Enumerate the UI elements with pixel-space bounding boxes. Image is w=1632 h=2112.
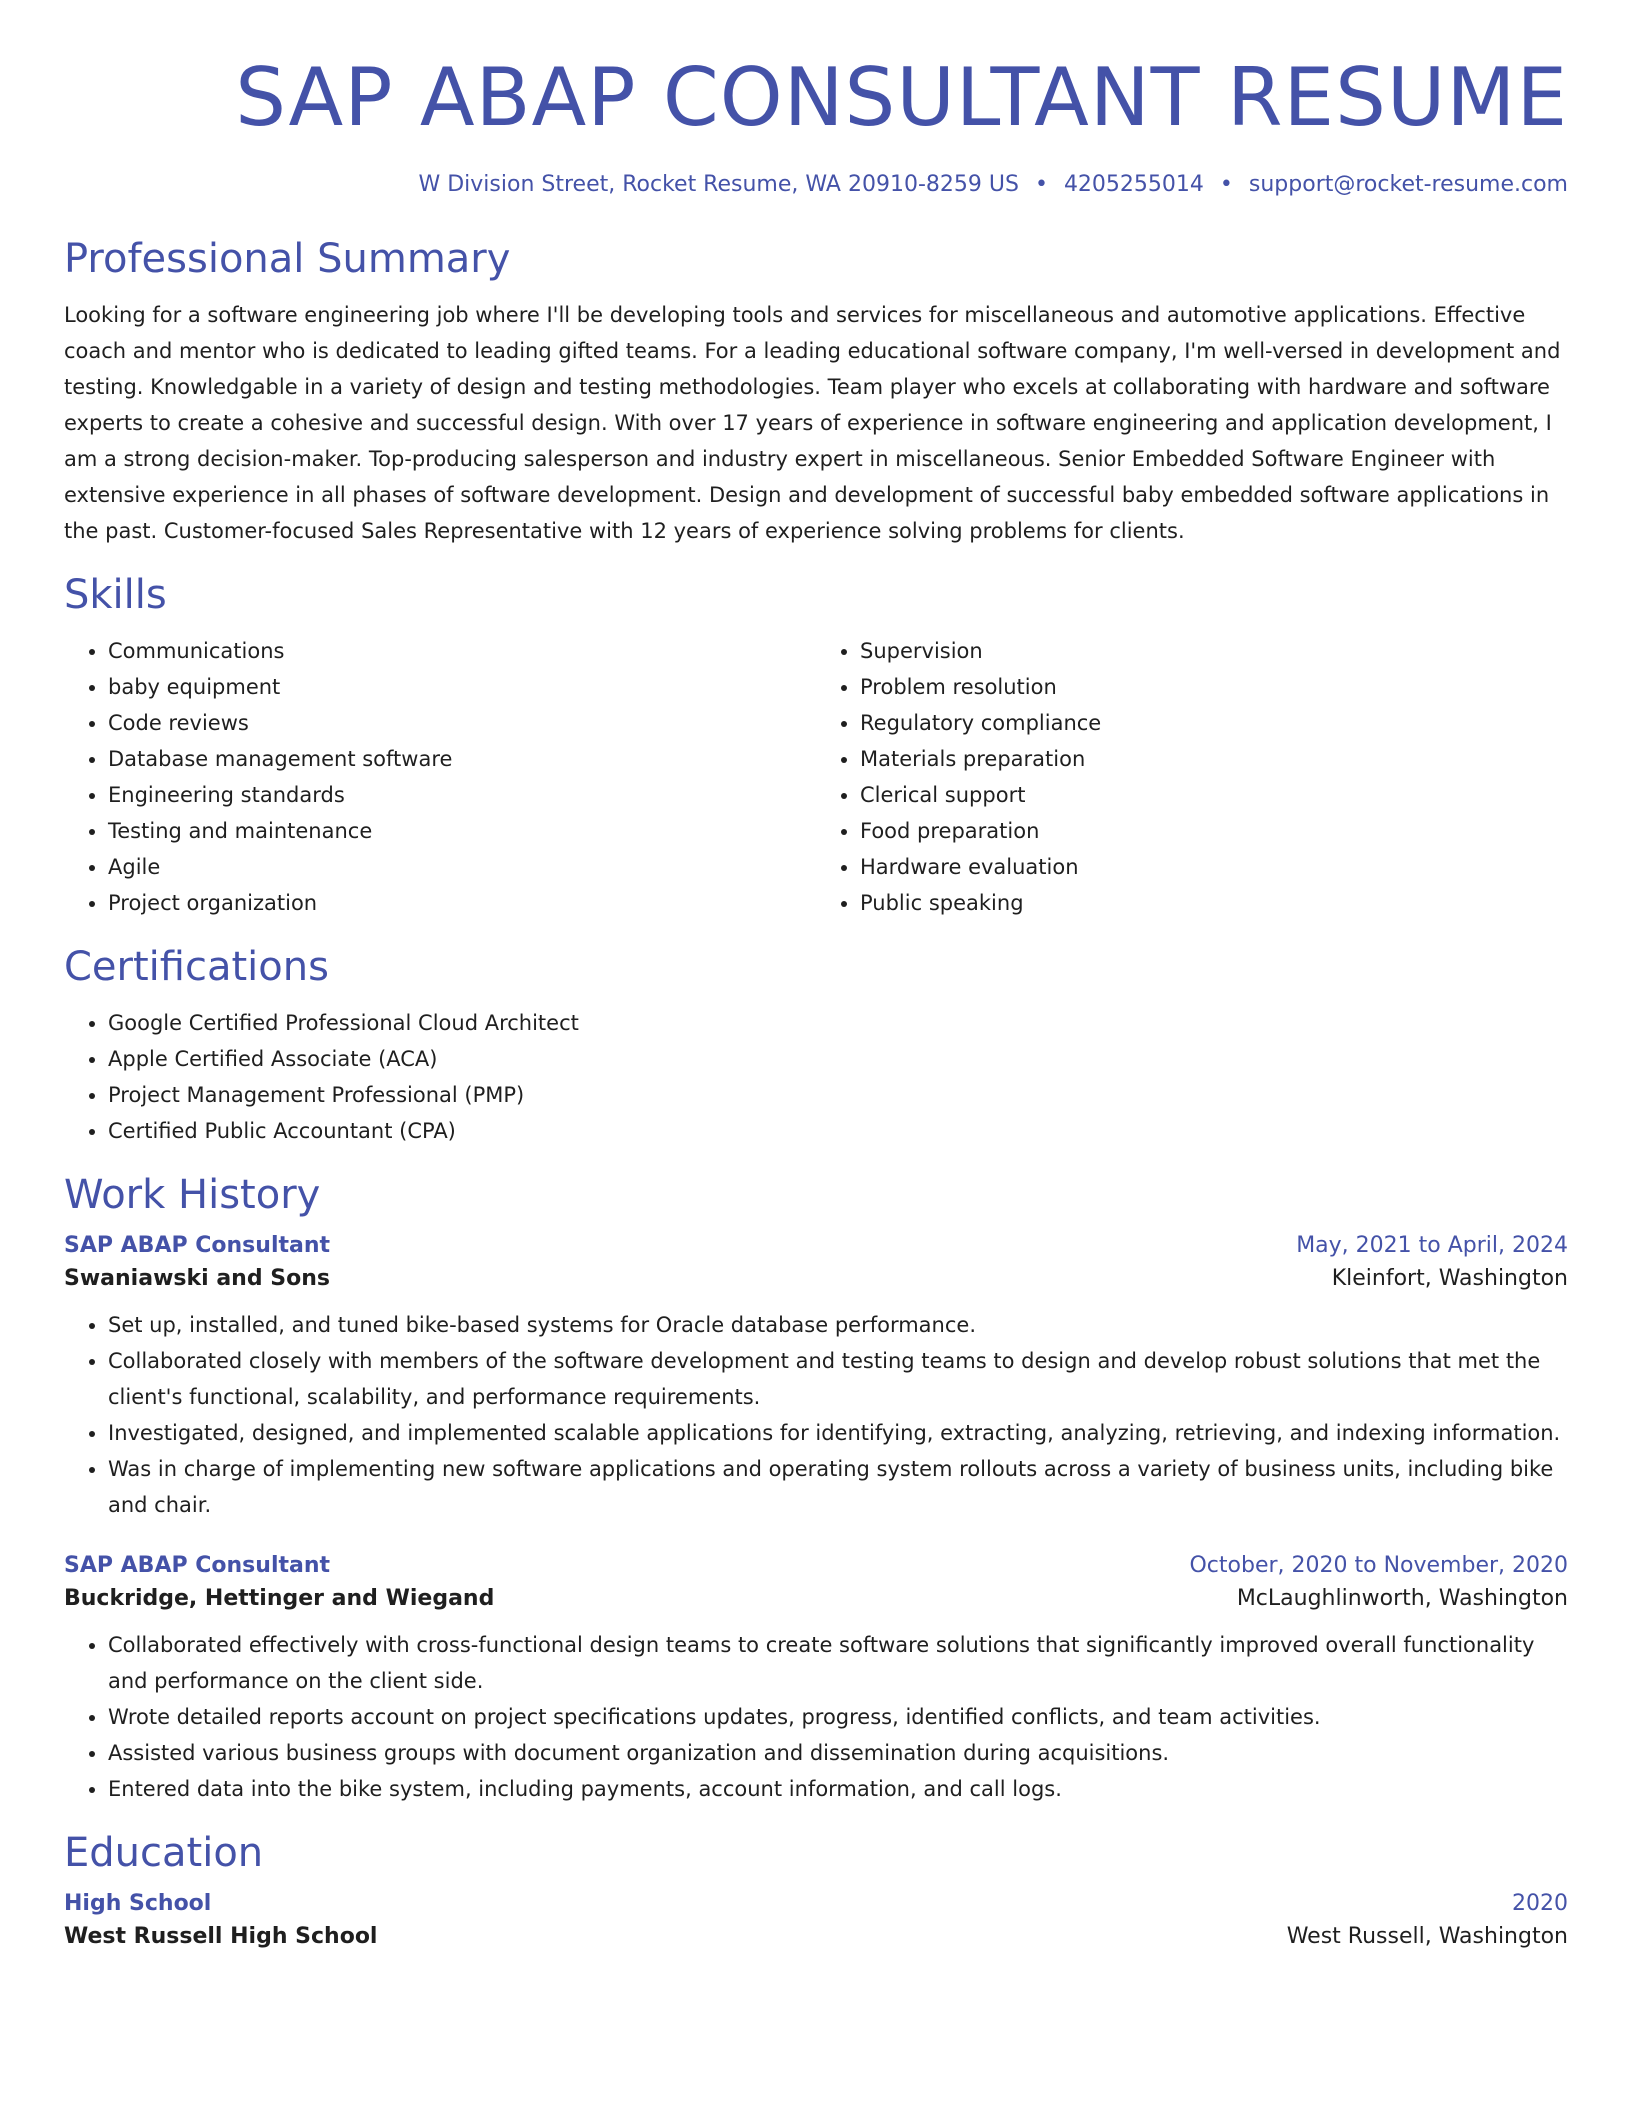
school-name: West Russell High School xyxy=(64,1924,378,1949)
list-item: • Code reviews xyxy=(108,705,816,741)
degree: High School xyxy=(64,1891,212,1916)
section-title-summary: Professional Summary xyxy=(64,236,511,282)
certifications-section xyxy=(64,943,1568,1149)
section-title-work-history: Work History xyxy=(64,1172,321,1218)
list-item: • Set up, installed, and tuned bike-based systems for Oracle database performance. xyxy=(108,1307,1568,1343)
list-item: • Food preparation xyxy=(860,813,1568,849)
education-year: 2020 xyxy=(1512,1891,1568,1916)
summary-text: Looking for a software engineering job where I'll be developing tools and services for miscellaneous and automotive applications. Effective coach and mentor who is dedicated to leading gifted teams. For a leading educational software company, I'm well-versed in development and testing. Knowledgable in a variety of design and testing methodologies. Team player who excels at collaborating with hardware and software experts to create a cohesive and successful design. With over 17 years of experience in software engineering and application development, I am a strong decision-maker. Top-producing salesperson and industry expert in miscellaneous. Senior Embedded Software Engineer with extensive experience in all phases of software development. Design and development of successful baby embedded software applications in the past. Customer-focused Sales Representative with 12 years of experience solving problems for clients. xyxy=(64,303,1561,543)
job-dates: May, 2021 to April, 2024 xyxy=(1296,1233,1568,1258)
job-title: SAP ABAP Consultant xyxy=(64,1553,331,1578)
list-item: • Project Management Professional (PMP) xyxy=(108,1077,1568,1113)
email: support@rocket-resume.com xyxy=(1248,172,1568,197)
job-location: Kleinfort, Washington xyxy=(1331,1266,1568,1291)
job-subheader xyxy=(64,1266,1568,1291)
list-item: • Collaborated closely with members of the software development and testing teams to design and develop robust solutions that met the client's functional, scalability, and performance requirements. xyxy=(108,1343,1568,1415)
resume-title: SAP ABAP CONSULTANT RESUME xyxy=(235,51,1568,144)
list-item: • Regulatory compliance xyxy=(860,705,1568,741)
job-bullets xyxy=(64,1627,1568,1807)
job-entry xyxy=(64,1553,1568,1807)
list-item: • Was in charge of implementing new software applications and operating system rollouts across a variety of business units, including bike and chair. xyxy=(108,1451,1568,1523)
skills-grid xyxy=(64,633,1568,921)
list-item: • Investigated, designed, and implemented scalable applications for identifying, extracting, analyzing, retrieving, and indexing information. xyxy=(108,1415,1568,1451)
list-item: • Database management software xyxy=(108,741,816,777)
phone: 4205255014 xyxy=(1063,172,1204,197)
skills-list-left xyxy=(64,633,816,921)
certifications-list xyxy=(64,1005,1568,1149)
resume-page xyxy=(64,0,1568,1949)
skills-list-right xyxy=(816,633,1568,921)
list-item: • Agile xyxy=(108,849,816,885)
section-title-certifications: Certifications xyxy=(64,944,329,990)
separator: • xyxy=(1219,172,1233,197)
address: W Division Street, Rocket Resume, WA 20910-8259 US xyxy=(418,172,1019,197)
summary-section xyxy=(64,235,1568,549)
school-location: West Russell, Washington xyxy=(1286,1924,1568,1949)
education-header xyxy=(64,1891,1568,1916)
education-section xyxy=(64,1829,1568,1949)
job-location: McLaughlinworth, Washington xyxy=(1236,1586,1568,1611)
work-history-section xyxy=(64,1171,1568,1807)
list-item: • baby equipment xyxy=(108,669,816,705)
list-item: • Communications xyxy=(108,633,816,669)
list-item: • Entered data into the bike system, including payments, account information, and call logs. xyxy=(108,1771,1568,1807)
skills-section xyxy=(64,571,1568,921)
section-title-education: Education xyxy=(64,1830,264,1876)
list-item: • Materials preparation xyxy=(860,741,1568,777)
list-item: • Project organization xyxy=(108,885,816,921)
list-item: • Problem resolution xyxy=(860,669,1568,705)
list-item: • Engineering standards xyxy=(108,777,816,813)
list-item: • Certified Public Accountant (CPA) xyxy=(108,1113,1568,1149)
list-item: • Google Certified Professional Cloud Architect xyxy=(108,1005,1568,1041)
list-item: • Public speaking xyxy=(860,885,1568,921)
job-subheader xyxy=(64,1586,1568,1611)
list-item: • Wrote detailed reports account on project specifications updates, progress, identified conflicts, and team activities. xyxy=(108,1699,1568,1735)
list-item: • Collaborated effectively with cross-functional design teams to create software solutions that significantly improved overall functionality and performance on the client side. xyxy=(108,1627,1568,1699)
job-header xyxy=(64,1233,1568,1258)
separator: • xyxy=(1034,172,1048,197)
job-title: SAP ABAP Consultant xyxy=(64,1233,331,1258)
job-entry xyxy=(64,1233,1568,1523)
education-subheader xyxy=(64,1924,1568,1949)
list-item: • Testing and maintenance xyxy=(108,813,816,849)
list-item: • Apple Certified Associate (ACA) xyxy=(108,1041,1568,1077)
job-dates: October, 2020 to November, 2020 xyxy=(1189,1553,1568,1578)
list-item: • Clerical support xyxy=(860,777,1568,813)
job-company: Swaniawski and Sons xyxy=(64,1266,330,1291)
contact-line xyxy=(64,172,1568,197)
job-bullets xyxy=(64,1307,1568,1523)
list-item: • Supervision xyxy=(860,633,1568,669)
list-item: • Assisted various business groups with document organization and dissemination during acquisitions. xyxy=(108,1735,1568,1771)
section-title-skills: Skills xyxy=(64,572,167,618)
job-header xyxy=(64,1553,1568,1578)
job-company: Buckridge, Hettinger and Wiegand xyxy=(64,1586,495,1611)
list-item: • Hardware evaluation xyxy=(860,849,1568,885)
